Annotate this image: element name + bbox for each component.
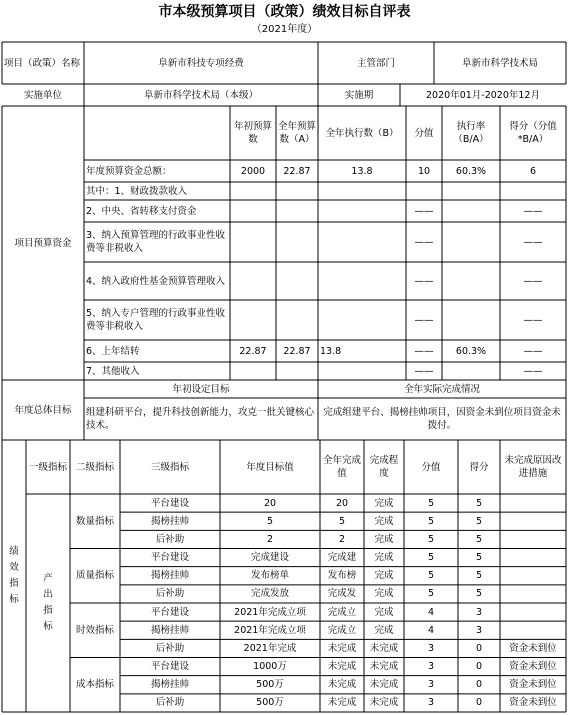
perf-label (2, 440, 26, 712)
perf-cell-l3: 平台建设 (150, 606, 189, 618)
perf-cell-reason (500, 494, 566, 512)
perf-l1-label (26, 494, 70, 712)
period-value: 2020年01月-2020年12月 (426, 89, 540, 101)
budget-cell-exec (318, 362, 406, 380)
perf-header-reason: 未完成原因改进措施 (504, 455, 562, 479)
perf-cell-done: 未完成 (327, 697, 357, 709)
perf-cell-target: 500万 (256, 697, 284, 709)
budget-section-label: 项目预算资金 (14, 237, 72, 249)
perf-cell-value: 3 (427, 661, 435, 673)
budget-cell-exec (318, 222, 406, 262)
budget-cell-exec (318, 182, 406, 200)
budget-cell-initial (230, 362, 276, 380)
annual-done-text: 完成组建平台、揭榜挂帅项目，因资金未到位项目资金未拨付。 (323, 407, 561, 431)
perf-cell-degree: 完成 (374, 533, 394, 545)
budget-cell-rate (442, 182, 500, 200)
annual-done-header: 全年实际完成情况 (403, 383, 480, 395)
budget-header-initial: 年初预算数 (233, 121, 272, 145)
perf-cell-target: 完成发放 (250, 588, 289, 600)
budget-cell-exec (318, 262, 406, 300)
perf-cell-reason: 资金未到位 (509, 679, 557, 691)
perf-cell-score: 5 (475, 515, 483, 527)
budget-cell-full (276, 222, 318, 262)
perf-cell-l3: 后补助 (155, 533, 185, 545)
perf-cell-reason (500, 567, 566, 585)
budget-row-label: 4、纳入政府性基金预算管理收入 (86, 275, 226, 287)
form-year: （2021年度） (251, 24, 318, 35)
perf-label-text: 绩效指标 (9, 546, 19, 605)
perf-cell-value: 5 (427, 497, 435, 509)
perf-l2-label: 数量指标 (75, 515, 114, 527)
budget-header-exec: 全年执行数（B） (325, 127, 399, 139)
perf-cell-done: 完成立 (327, 624, 357, 636)
perf-cell-value: 3 (427, 697, 435, 709)
perf-cell-target: 发布榜单 (250, 570, 289, 582)
budget-cell-score: 6 (529, 165, 537, 177)
budget-cell-rate (442, 262, 500, 300)
perf-cell-value: 5 (427, 570, 435, 582)
form-title: 市本级预算项目（政策）绩效目标自评表 (158, 4, 411, 20)
annual-set-header: 年初设定目标 (172, 383, 230, 395)
budget-cell-full (276, 262, 318, 300)
budget-cell-score_value: —— (414, 205, 434, 217)
perf-cell-value: 5 (427, 515, 435, 527)
perf-cell-l3: 平台建设 (150, 497, 189, 509)
perf-cell-score: 5 (475, 497, 483, 509)
budget-cell-score: —— (523, 236, 543, 248)
perf-cell-score: 3 (475, 606, 483, 618)
perf-header-l3: 三级指标 (150, 461, 189, 473)
perf-cell-value: 5 (427, 588, 435, 600)
perf-cell-degree: 未完成 (369, 679, 399, 691)
perf-l2-label: 质量指标 (75, 570, 114, 582)
budget-cell-rate (442, 362, 500, 380)
perf-l2-label: 成本指标 (75, 679, 114, 691)
budget-cell-score (500, 182, 566, 200)
unit-label: 实施单位 (23, 89, 62, 101)
perf-cell-target: 1000万 (253, 661, 287, 673)
perf-cell-degree: 完成 (374, 515, 394, 527)
perf-cell-l3: 后补助 (155, 642, 185, 654)
perf-cell-target: 500万 (256, 679, 284, 691)
budget-cell-rate (442, 300, 500, 340)
budget-row-label: 6、上年结转 (86, 345, 140, 357)
perf-cell-l3: 揭榜挂帅 (150, 624, 189, 636)
unit-value: 阜新市科学技术局（本级） (143, 89, 258, 101)
annual-set-text: 组建科研平台，提升科技创新能力，攻克一批关键核心技术。 (86, 407, 315, 431)
perf-l1-label-text: 产出指标 (43, 573, 53, 632)
budget-cell-score: —— (523, 205, 543, 217)
perf-cell-score: 5 (475, 588, 483, 600)
budget-cell-score: —— (523, 314, 543, 326)
perf-cell-value: 3 (427, 642, 435, 654)
perf-cell-target: 2021年完成 (243, 642, 297, 654)
budget-cell-initial (230, 222, 276, 262)
budget-cell-full (276, 182, 318, 200)
budget-header-full: 全年预算数（A） (278, 121, 317, 145)
budget-cell-score: —— (523, 365, 543, 377)
perf-cell-target: 完成建设 (250, 552, 289, 564)
perf-header-target: 年度目标值 (246, 461, 294, 473)
budget-cell-score_value (406, 182, 442, 200)
budget-cell-initial (230, 262, 276, 300)
perf-cell-target: 20 (263, 497, 277, 509)
perf-cell-score: 5 (475, 552, 483, 564)
perf-cell-reason (500, 603, 566, 621)
perf-cell-value: 5 (427, 533, 435, 545)
perf-cell-target: 5 (266, 515, 274, 527)
dept-value: 阜新市科学技术局 (461, 57, 538, 69)
budget-header-score_value: 分值 (414, 127, 434, 139)
perf-cell-done: 未完成 (327, 661, 357, 673)
perf-cell-score: 3 (475, 624, 483, 636)
perf-cell-reason (500, 549, 566, 567)
perf-header-score: 得分 (469, 461, 489, 473)
perf-cell-value: 4 (427, 624, 435, 636)
budget-cell-score_value: —— (414, 314, 434, 326)
perf-cell-score: 5 (475, 533, 483, 545)
perf-cell-degree: 完成 (374, 570, 394, 582)
budget-cell-exec (318, 300, 406, 340)
budget-row-label: 年度预算资金总额： (86, 165, 172, 177)
perf-cell-score: 0 (475, 642, 483, 654)
budget-cell-initial (230, 300, 276, 340)
budget-cell-full: 22.87 (283, 345, 311, 357)
budget-header-rate: 执行率（B/A） (453, 121, 489, 145)
annual-goal-label: 年度总体目标 (14, 404, 72, 416)
budget-cell-rate: 60.3% (455, 165, 487, 177)
perf-cell-l3: 后补助 (155, 588, 185, 600)
budget-cell-initial (230, 200, 276, 222)
budget-cell-exec (318, 200, 406, 222)
budget-row-label: 7、其他收入 (86, 365, 140, 377)
perf-cell-score: 0 (475, 661, 483, 673)
perf-cell-degree: 完成 (374, 552, 394, 564)
budget-cell-initial (230, 182, 276, 200)
perf-cell-degree: 未完成 (369, 697, 399, 709)
budget-cell-score_value: —— (414, 345, 434, 357)
perf-header-degree: 完成程度 (369, 455, 399, 479)
budget-cell-full (276, 200, 318, 222)
perf-cell-degree: 未完成 (369, 661, 399, 673)
period-label: 实施期 (344, 89, 374, 101)
perf-cell-target: 2021年完成立项 (234, 606, 306, 618)
perf-cell-done: 未完成 (327, 642, 357, 654)
perf-cell-score: 0 (475, 679, 483, 691)
perf-cell-reason (500, 585, 566, 603)
budget-cell-exec: 13.8 (320, 345, 342, 357)
perf-cell-degree: 完成 (374, 606, 394, 618)
perf-cell-done: 完成建 (327, 552, 357, 564)
perf-cell-done: 发布榜 (327, 570, 357, 582)
perf-cell-reason (500, 530, 566, 548)
perf-cell-done: 完成发 (327, 588, 357, 600)
budget-cell-exec: 13.8 (351, 165, 373, 177)
perf-cell-score: 5 (475, 570, 483, 582)
perf-cell-l3: 揭榜挂帅 (150, 515, 189, 527)
perf-l2-label: 时效指标 (75, 624, 114, 636)
budget-cell-full (276, 362, 318, 380)
perf-cell-reason: 资金未到位 (509, 661, 557, 673)
budget-cell-score: —— (523, 345, 543, 357)
perf-cell-done: 5 (338, 515, 346, 527)
budget-cell-full: 22.87 (283, 165, 311, 177)
perf-cell-target: 2021年完成立项 (234, 624, 306, 636)
perf-cell-reason (500, 512, 566, 530)
budget-cell-rate (442, 200, 500, 222)
perf-cell-done: 完成立 (327, 606, 357, 618)
budget-cell-score: —— (523, 275, 543, 287)
budget-cell-score_value: —— (414, 365, 434, 377)
perf-cell-done: 20 (335, 497, 349, 509)
perf-cell-score: 0 (475, 697, 483, 709)
perf-cell-l3: 平台建设 (150, 552, 189, 564)
perf-cell-value: 3 (427, 679, 435, 691)
budget-row-label: 其中：1、财政拨款收入 (86, 185, 188, 197)
perf-cell-degree: 完成 (374, 588, 394, 600)
perf-header-done: 全年完成值 (322, 455, 361, 479)
perf-cell-done: 2 (338, 533, 346, 545)
budget-row-label: 5、纳入专户管理的行政事业性收费等非税收入 (86, 308, 226, 332)
dept-label: 主管部门 (356, 57, 395, 69)
budget-cell-score_value: 10 (417, 165, 431, 177)
perf-cell-value: 4 (427, 606, 435, 618)
perf-cell-reason: 资金未到位 (509, 642, 557, 654)
budget-cell-rate (442, 222, 500, 262)
perf-cell-done: 未完成 (327, 679, 357, 691)
perf-cell-l3: 平台建设 (150, 661, 189, 673)
perf-cell-reason (500, 621, 566, 639)
perf-cell-reason: 资金未到位 (509, 697, 557, 709)
perf-cell-l3: 后补助 (155, 697, 185, 709)
budget-cell-rate: 60.3% (455, 345, 487, 357)
perf-cell-degree: 完成 (374, 497, 394, 509)
budget-cell-initial: 2000 (240, 165, 266, 177)
budget-cell-score_value: —— (414, 275, 434, 287)
budget-cell-score_value: —— (414, 236, 434, 248)
perf-cell-value: 5 (427, 552, 435, 564)
budget-cell-initial: 22.87 (239, 345, 267, 357)
project-name-value: 阜新市科技专项经费 (158, 57, 244, 69)
budget-row-label: 2、中央、省转移支付资金 (86, 205, 197, 217)
budget-row-label: 3、纳入预算管理的行政事业性收费等非税收入 (86, 230, 226, 254)
perf-header-value: 分值 (421, 461, 441, 473)
project-name-label: 项目（政策）名称 (4, 57, 81, 69)
perf-cell-degree: 完成 (374, 624, 394, 636)
perf-header-l2: 二级指标 (75, 461, 114, 473)
perf-cell-degree: 未完成 (369, 642, 399, 654)
perf-cell-l3: 揭榜挂帅 (150, 679, 189, 691)
perf-cell-target: 2 (266, 533, 274, 545)
budget-header-score: 得分（分值*B/A） (509, 121, 557, 145)
perf-cell-l3: 揭榜挂帅 (150, 570, 189, 582)
perf-header-l1: 一级指标 (28, 461, 67, 473)
budget-cell-full (276, 300, 318, 340)
